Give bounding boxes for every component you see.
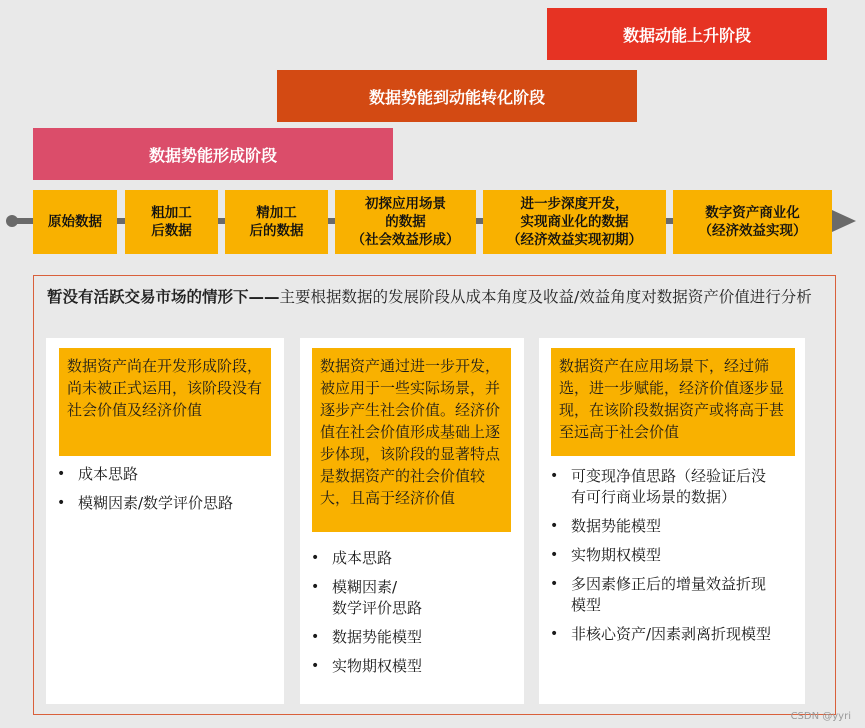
phase-label: 数据势能形成阶段	[148, 145, 277, 165]
analysis-panel	[33, 275, 836, 715]
stage-commercialization-initial	[483, 190, 666, 254]
intro-text: 主要根据数据的发展阶段从成本角度及收益/效益角度对数据资产价值进行分析	[279, 288, 812, 306]
list-item: • 模糊因素/数学评价思路	[50, 493, 276, 514]
method-list	[543, 466, 773, 653]
list-item: • 模糊因素/ 数学评价思路	[304, 577, 518, 619]
list-item: • 数据势能模型	[304, 627, 518, 648]
timeline-arrow-icon	[832, 210, 856, 232]
watermark: CSDN @yyri	[790, 711, 851, 722]
list-item: • 成本思路	[50, 464, 276, 485]
card-stage-early	[46, 338, 284, 704]
card-stage-social	[300, 338, 524, 704]
stage-label: 进一步深度开发， 实现商业化的数据 （经济效益实现初期）	[507, 196, 642, 248]
list-item: • 实物期权模型	[543, 545, 773, 566]
analysis-intro	[47, 286, 827, 308]
phase-label: 数据势能到动能转化阶段	[368, 87, 545, 107]
phase-bar-momentum-rise	[547, 8, 827, 60]
intro-bold: 暂没有活跃交易市场的情形下——	[47, 288, 280, 306]
method-list	[304, 548, 518, 685]
stage-raw-data	[33, 190, 117, 254]
list-item: • 成本思路	[304, 548, 518, 569]
stage-fine-processed	[225, 190, 328, 254]
stage-label: 原始数据	[48, 214, 102, 230]
stage-label: 初探应用场景 的数据 （社会效益形成）	[351, 196, 460, 248]
stage-initial-application	[335, 190, 476, 254]
phase-label: 数据动能上升阶段	[622, 25, 751, 45]
card-description: 数据资产通过进一步开发，被应用于一些实际场景，并逐步产生社会价值。经济价值在社会价值形成基础上逐步体现，该阶段的显著特点是数据资产的社会价值较大，且高于经济价值	[312, 348, 511, 532]
list-item: • 非核心资产/因素剥离折现模型	[543, 624, 773, 645]
card-stage-economic	[539, 338, 805, 704]
list-item: • 可变现净值思路（经验证后没有可行商业场景的数据）	[543, 466, 773, 508]
stage-label: 数字资产商业化 （经济效益实现）	[698, 205, 807, 239]
stage-digital-asset-commercial	[673, 190, 832, 254]
method-list	[50, 464, 276, 522]
list-item: • 实物期权模型	[304, 656, 518, 677]
card-description: 数据资产在应用场景下，经过筛选，进一步赋能，经济价值逐步显现，在该阶段数据资产或将高于甚至远高于社会价值	[551, 348, 795, 456]
list-item: • 多因素修正后的增量效益折现模型	[543, 574, 773, 616]
stage-rough-processed	[125, 190, 218, 254]
card-description: 数据资产尚在开发形成阶段，尚未被正式运用，该阶段没有社会价值及经济价值	[59, 348, 271, 456]
stage-label: 精加工 后的数据	[249, 205, 304, 239]
stage-label: 粗加工 后数据	[151, 205, 192, 239]
phase-bar-potential-to-momentum	[277, 70, 637, 122]
list-item: • 数据势能模型	[543, 516, 773, 537]
phase-bar-potential-formation	[33, 128, 393, 180]
